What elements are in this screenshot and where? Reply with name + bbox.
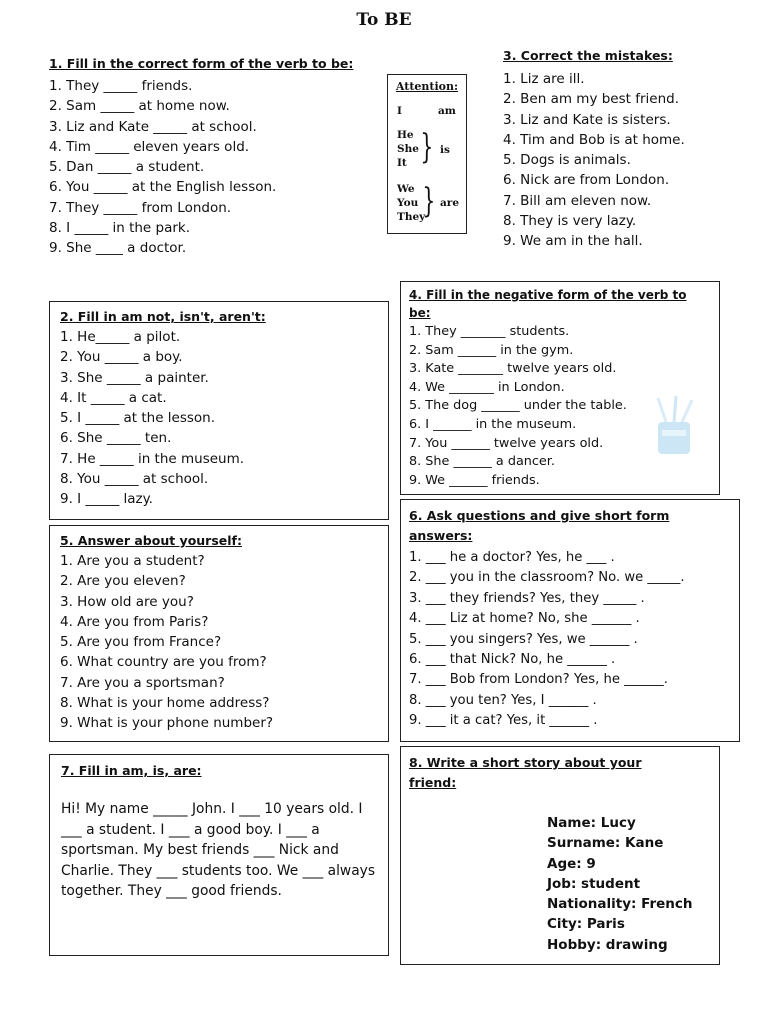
list-item: 9. What is your phone number? bbox=[60, 715, 274, 732]
list-item: 9. We ______ friends. bbox=[409, 472, 540, 488]
list-item: 1. They _______ students. bbox=[409, 324, 570, 339]
list-item: 2. Sam ______ in the gym. bbox=[409, 342, 574, 358]
list-item: 5. The dog ______ under the table. bbox=[409, 398, 627, 414]
list-item: 8. What is your home address? bbox=[60, 695, 270, 712]
section-1-list bbox=[49, 76, 379, 259]
list-item: 8. You _____ at school. bbox=[60, 471, 209, 488]
list-item: 6. Nick are from London. bbox=[503, 172, 670, 189]
story-text: Hi! My name _____ John. I ___ 10 years old. I ___ a student. I ___ a good boy. I ___ a sportsman. My best friends ___ Nick and Charlie. They ___ students too. We ___ always together. They ___ good friends. bbox=[61, 801, 376, 899]
list-item: 2. You _____ a boy. bbox=[60, 349, 183, 366]
section-3-heading: 3. Correct the mistakes: bbox=[503, 48, 673, 63]
friend-profile bbox=[547, 813, 693, 955]
section-1-heading: 1. Fill in the correct form of the verb to be: bbox=[49, 56, 354, 71]
list-item: 8. They is very lazy. bbox=[503, 213, 637, 230]
list-item: 4. Tim and Bob is at home. bbox=[503, 131, 685, 148]
list-item: 6. I ______ in the museum. bbox=[409, 416, 577, 432]
profile-age: Age: 9 bbox=[547, 855, 596, 872]
section-8 bbox=[400, 746, 720, 965]
list-item: 6. You _____ at the English lesson. bbox=[49, 179, 277, 196]
list-item: 2. ___ you in the classroom? No. we _____. bbox=[409, 570, 685, 586]
section-3-list bbox=[503, 69, 743, 252]
list-item: 1. They _____ friends. bbox=[49, 78, 193, 94]
section-6-heading: 6. Ask questions and give short form answers: bbox=[409, 508, 670, 543]
profile-job: Job: student bbox=[547, 875, 641, 892]
list-item: 7. Bill am eleven now. bbox=[503, 192, 652, 209]
section-6-list bbox=[409, 548, 731, 732]
pronoun-you: You bbox=[397, 197, 419, 209]
section-5-list bbox=[60, 551, 378, 734]
list-item: 3. Liz and Kate _____ at school. bbox=[49, 118, 257, 135]
pronoun-i: I bbox=[397, 105, 402, 117]
list-item: 8. ___ you ten? Yes, I ______ . bbox=[409, 692, 597, 708]
list-item: 7. You ______ twelve years old. bbox=[409, 435, 604, 451]
list-item: 3. How old are you? bbox=[60, 593, 194, 610]
list-item: 7. He _____ in the museum. bbox=[60, 450, 245, 467]
list-item: 4. Are you from Paris? bbox=[60, 613, 209, 630]
list-item: 4. Tim _____ eleven years old. bbox=[49, 138, 250, 155]
brace-icon: } bbox=[420, 127, 434, 167]
list-item: 6. She _____ ten. bbox=[60, 430, 172, 447]
section-5-heading: 5. Answer about yourself: bbox=[60, 533, 242, 548]
list-item: 5. Are you from France? bbox=[60, 634, 222, 651]
list-item: 6. What country are you from? bbox=[60, 654, 267, 671]
list-item: 4. We _______ in London. bbox=[409, 379, 565, 395]
list-item: 7. They _____ from London. bbox=[49, 199, 232, 216]
list-item: 8. I _____ in the park. bbox=[49, 220, 191, 237]
profile-city: City: Paris bbox=[547, 916, 625, 933]
section-3 bbox=[503, 46, 743, 252]
profile-surname: Surname: Kane bbox=[547, 835, 664, 852]
list-item: 3. She _____ a painter. bbox=[60, 369, 209, 386]
pencil-cup-icon bbox=[652, 394, 698, 458]
verb-are: are bbox=[440, 197, 460, 209]
section-2-list bbox=[60, 327, 378, 510]
list-item: 9. I _____ lazy. bbox=[60, 491, 153, 508]
pronoun-he: He bbox=[397, 129, 414, 141]
list-item: 3. ___ they friends? Yes, they _____ . bbox=[409, 590, 645, 606]
section-1 bbox=[49, 54, 379, 259]
list-item: 3. Kate _______ twelve years old. bbox=[409, 361, 617, 377]
list-item: 6. ___ that Nick? No, he ______ . bbox=[409, 652, 616, 668]
brace-icon: } bbox=[422, 181, 436, 221]
section-2-heading: 2. Fill in am not, isn't, aren't: bbox=[60, 309, 266, 324]
attention-box bbox=[387, 74, 467, 234]
section-8-heading: 8. Write a short story about your friend: bbox=[409, 755, 642, 790]
pronoun-we: We bbox=[397, 183, 415, 195]
section-6 bbox=[400, 499, 740, 742]
verb-is: is bbox=[440, 144, 450, 156]
profile-hobby: Hobby: drawing bbox=[547, 936, 668, 953]
pronoun-she: She bbox=[397, 143, 419, 155]
list-item: 2. Are you eleven? bbox=[60, 573, 186, 590]
list-item: 9. We am in the hall. bbox=[503, 233, 643, 250]
list-item: 7. Are you a sportsman? bbox=[60, 674, 225, 691]
verb-am: am bbox=[438, 105, 456, 117]
list-item: 2. Sam _____ at home now. bbox=[49, 98, 230, 115]
list-item: 4. It _____ a cat. bbox=[60, 389, 167, 406]
list-item: 9. She ____ a doctor. bbox=[49, 240, 187, 257]
page-title: To BE bbox=[356, 10, 412, 30]
list-item: 1. ___ he a doctor? Yes, he ___ . bbox=[409, 550, 615, 565]
list-item: 8. She ______ a dancer. bbox=[409, 454, 555, 470]
section-4-heading: 4. Fill in the negative form of the verb to be: bbox=[409, 288, 687, 320]
list-item: 2. Ben am my best friend. bbox=[503, 91, 680, 108]
list-item: 5. Dogs is animals. bbox=[503, 152, 631, 169]
list-item: 1. Are you a student? bbox=[60, 553, 205, 569]
section-7-heading: 7. Fill in am, is, are: bbox=[61, 763, 202, 778]
profile-nationality: Nationality: French bbox=[547, 896, 693, 913]
list-item: 3. Liz and Kate is sisters. bbox=[503, 111, 671, 128]
section-5 bbox=[49, 525, 389, 742]
list-item: 5. Dan _____ a student. bbox=[49, 159, 205, 176]
section-7 bbox=[49, 754, 389, 956]
profile-name: Name: Lucy bbox=[547, 815, 636, 831]
pronoun-they: They bbox=[397, 211, 426, 223]
list-item: 5. ___ you singers? Yes, we ______ . bbox=[409, 631, 638, 647]
list-item: 4. ___ Liz at home? No, she ______ . bbox=[409, 611, 640, 627]
list-item: 1. He_____ a pilot. bbox=[60, 329, 181, 345]
list-item: 7. ___ Bob from London? Yes, he ______. bbox=[409, 672, 668, 688]
attention-heading: Attention: bbox=[395, 80, 459, 93]
pronoun-it: It bbox=[397, 157, 407, 169]
list-item: 9. ___ it a cat? Yes, it ______ . bbox=[409, 713, 598, 729]
section-2 bbox=[49, 301, 389, 520]
list-item: 1. Liz are ill. bbox=[503, 71, 585, 87]
list-item: 5. I _____ at the lesson. bbox=[60, 410, 216, 427]
section-4 bbox=[400, 281, 720, 495]
